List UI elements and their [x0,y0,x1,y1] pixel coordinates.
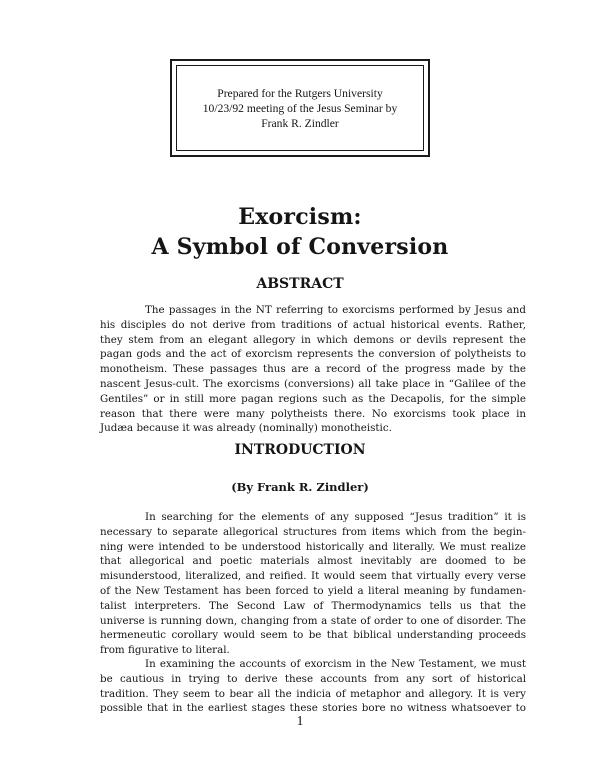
text-line: ning were intended to be understood historically and literally. We must realize [100,540,526,553]
introduction-heading: INTRODUCTION [234,442,366,458]
text-line: nascent Jesus-cult. The exorcisms (conversions) all take place in “Galilee of the [100,377,526,390]
header-box-inner [176,65,424,151]
text-line: The passages in the NT referring to exorcisms performed by Jesus and [145,304,526,316]
header-line: Frank R. Zindler [261,116,339,130]
text-line: In examining the accounts of exorcism in the New Testament, we must [145,658,526,670]
header-box [170,59,430,157]
text-line: that allegorical and poetic materials almost inevitably are doomed to be [100,555,526,568]
text-line: misunderstood, literalized, and reified. It would seem that virtually every verse [100,570,526,583]
text-line: tradition. They seem to bear all the indicia of metaphor and allegory. It is very [100,687,526,700]
text-line: from figurative to literal. [100,644,230,657]
author-byline: (By Frank R. Zindler) [231,480,369,494]
text-line: reason that there were many polytheists there. No exorcisms took place in [100,407,526,420]
text-line: his disciples do not derive from traditions of actual historical events. Rather, [100,318,526,331]
text-line: possible that in the earliest stages these stories bore no witness whatsoever to [100,702,526,715]
text-line: be cautious in trying to derive these accounts from any sort of historical [100,672,526,685]
page-number: 1 [296,714,304,729]
text-line: of the New Testament has been forced to yield a literal meaning by fundamen- [100,584,526,597]
text-line: pagan gods and the act of exorcism represents the conversion of polytheists to [100,348,526,361]
text-line: necessary to separate allegorical structures from items which from the begin- [100,525,526,538]
introduction-paragraph-1 [100,510,526,658]
text-line: they stem from an elegant allegory in which demons or devils represent the [100,333,526,346]
title-line-1: Exorcism: [238,204,362,230]
text-line: monotheism. These passages thus are a record of the progress made by the [100,363,526,376]
abstract-paragraph [100,303,526,436]
text-line: universe is running down, changing from a state of order to one of disorder. The [100,614,526,627]
text-line: In searching for the elements of any supposed “Jesus tradition” it is [145,511,526,523]
header-line: Prepared for the Rutgers University [217,86,383,100]
title-line-2: A Symbol of Conversion [151,234,449,260]
text-line: hermeneutic corollary would seem to be that biblical understanding proceeds [100,629,526,642]
text-line: Gentiles” or in still more pagan regions such as the Decapolis, for the simple [100,392,526,405]
abstract-heading: ABSTRACT [256,276,344,292]
text-line: Judæa because it was already (nominally) monotheistic. [100,422,392,435]
text-line: talist interpreters. The Second Law of Thermodynamics tells us that the [100,599,526,612]
header-line: 10/23/92 meeting of the Jesus Seminar by [202,101,398,115]
introduction-paragraph-2 [100,657,526,716]
